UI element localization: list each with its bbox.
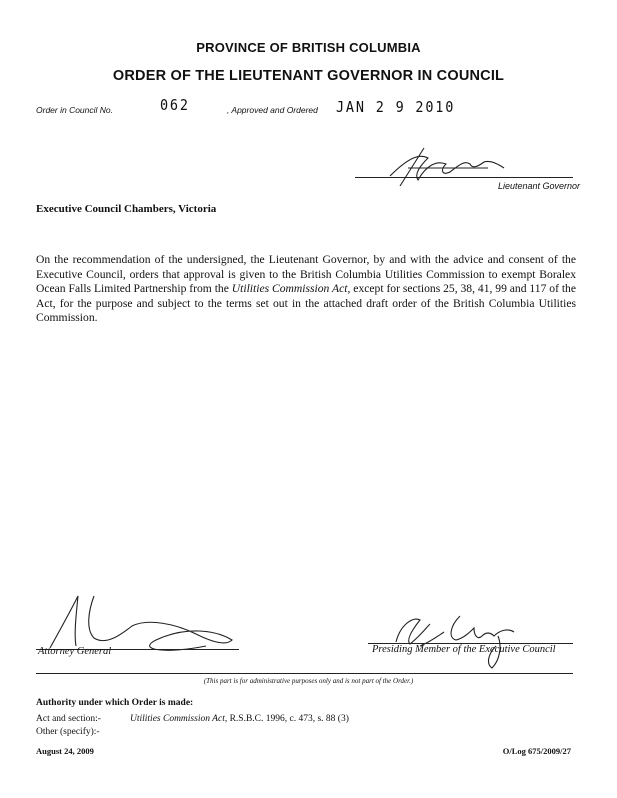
order-body (36, 253, 576, 326)
province-heading: PROVINCE OF BRITISH COLUMBIA (196, 40, 421, 55)
act-section-citation: , R.S.B.C. 1996, c. 473, s. 88 (3) (224, 714, 349, 724)
order-body-part2: , except for sections 25, 38, 41, 99 and 117 of the Act, for the purpose and subject to the terms set out in the attached draft order of the British Columbia Utilities Commission. (36, 282, 576, 325)
admin-separator (36, 673, 573, 674)
order-body-act-name: Utilities Commission Act (231, 282, 348, 296)
admin-note: (This part is for administrative purposes only and is not part of the Order.) (203, 677, 414, 685)
authority-heading: Authority under which Order is made: (36, 698, 194, 708)
approved-label: , Approved and Ordered (227, 105, 318, 115)
footer-log: O/Log 675/2009/27 (502, 746, 571, 756)
act-section-value (130, 714, 349, 724)
presiding-member-label: Presiding Member of the Executive Council (372, 644, 556, 655)
footer-date: August 24, 2009 (36, 746, 94, 756)
presiding-member-signature (390, 606, 530, 676)
location-line: Executive Council Chambers, Victoria (36, 203, 217, 215)
act-section-label: Act and section:- (36, 714, 101, 724)
order-number-label: Order in Council No. (36, 105, 114, 115)
attorney-general-label: Attorney General (38, 646, 112, 657)
lieutenant-governor-label: Lieutenant Governor (498, 181, 581, 191)
order-title: ORDER OF THE LIEUTENANT GOVERNOR IN COUNCIL (112, 68, 505, 84)
other-specify-label: Other (specify):- (36, 727, 100, 737)
order-body-part1: On the recommendation of the undersigned, the Lieutenant Governor, by and with the advice and consent of the Executive Council, orders that approval is given to the British Columbia Utilities Commission to exempt Boralex Ocean Falls Limited Partnership from the (36, 253, 576, 296)
lieutenant-governor-signature-line (355, 177, 573, 178)
date-stamp: JAN 2 9 2010 (336, 98, 456, 116)
order-number: 062 (160, 96, 190, 114)
act-section-act-name: Utilities Commission Act (130, 714, 225, 724)
